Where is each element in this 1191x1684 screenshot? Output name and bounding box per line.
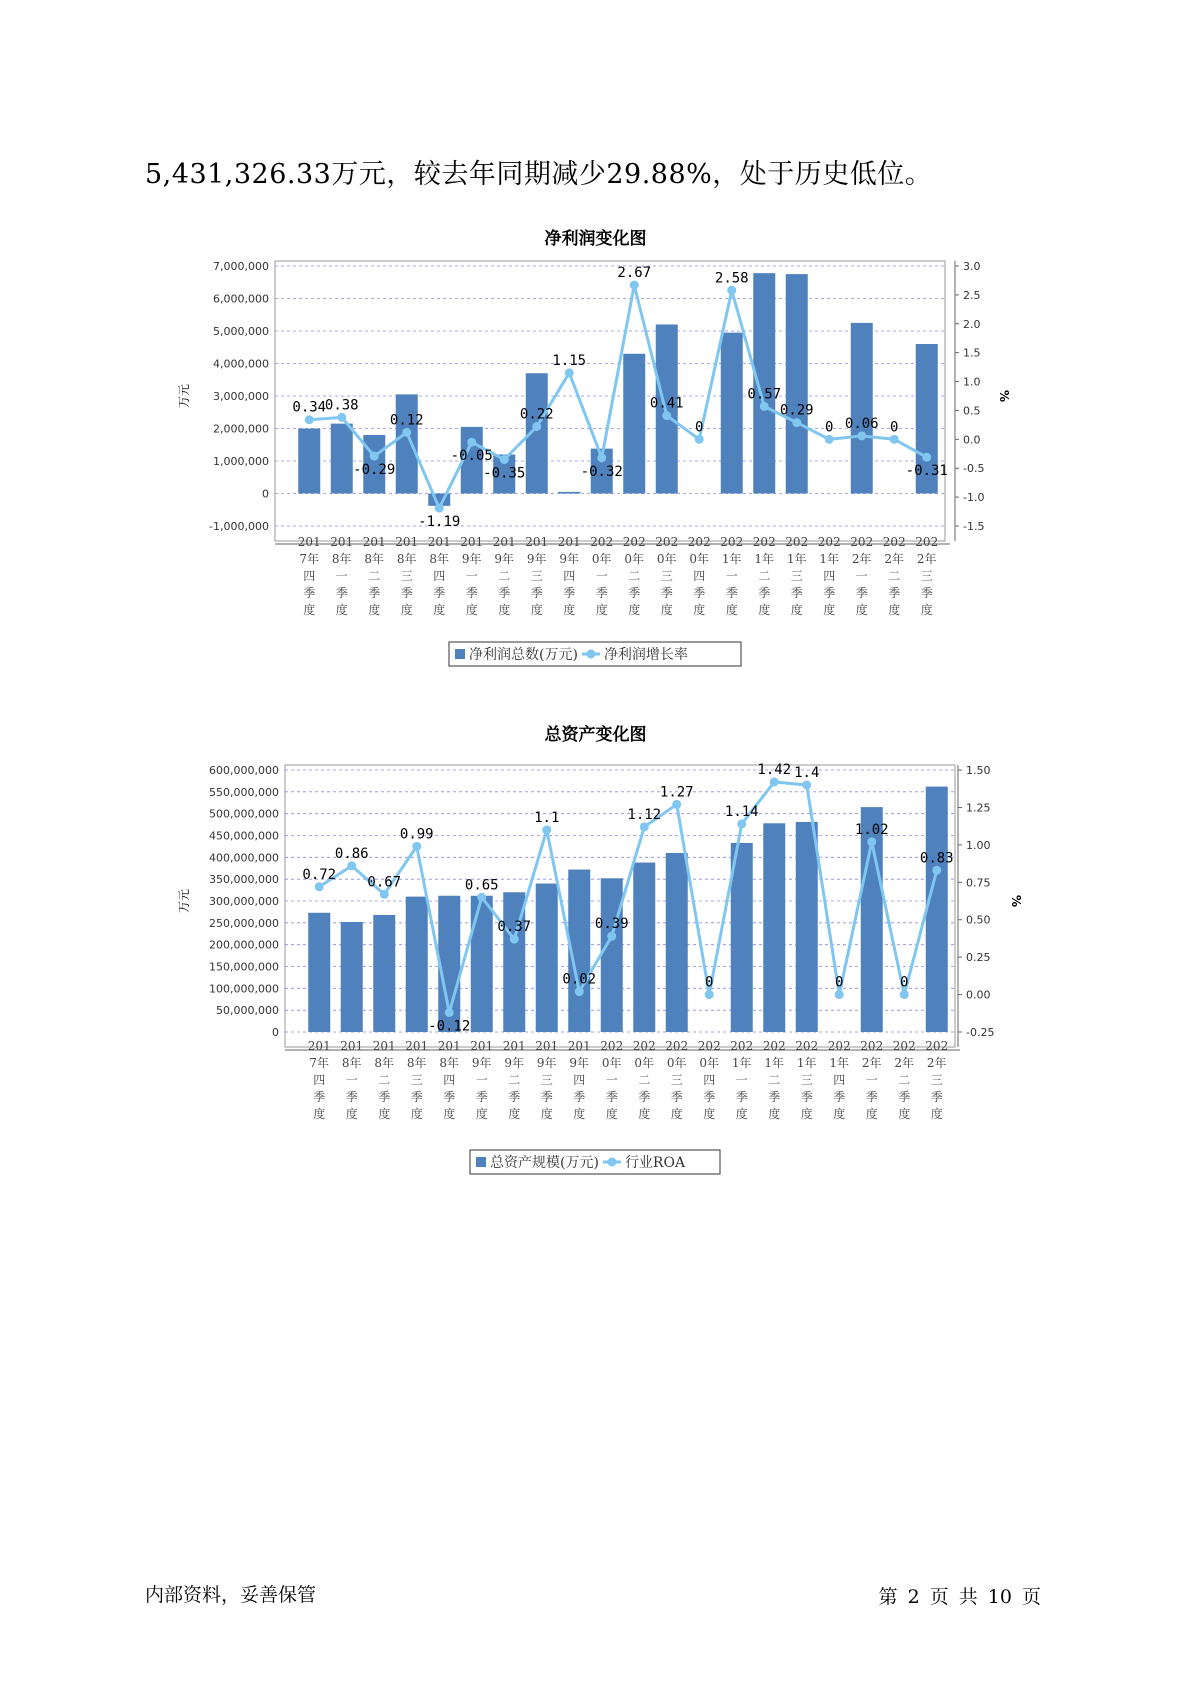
x-tick-label: 201 9年一季度 [470, 1039, 494, 1121]
legend-label-line: 行业ROA [624, 1155, 686, 1171]
y-tick-label: 550,000,000 [209, 785, 279, 799]
series-point [607, 932, 616, 941]
data-label: 0.99 [399, 826, 434, 843]
bar [786, 274, 808, 493]
y2-tick-label: 0.25 [966, 951, 991, 965]
x-tick-label: 201 8年一季度 [330, 535, 354, 617]
x-tick-label: 201 9年四季度 [567, 1039, 591, 1121]
bar [341, 922, 363, 1032]
y2-axis-title: % [997, 389, 1011, 403]
data-label: 1.4 [794, 764, 820, 781]
series-point [305, 415, 314, 424]
series-point [932, 866, 941, 875]
y2-tick-label: -1.5 [963, 520, 985, 533]
y-axis-title: 万元 [177, 888, 191, 914]
chart-title-net-profit: 净利润变化图 [544, 229, 647, 249]
bar [406, 897, 428, 1032]
y2-axis-title: % [1009, 894, 1023, 908]
data-label: 2.67 [617, 265, 652, 282]
series-point [922, 453, 931, 462]
y2-tick-label: 0.00 [966, 988, 991, 1002]
series-point [402, 428, 411, 437]
y-tick-label: 250,000,000 [209, 916, 279, 930]
chart-title-total-assets: 总资产变化图 [544, 725, 647, 745]
data-label: 0.83 [919, 850, 954, 867]
series-point [792, 418, 801, 427]
y-tick-label: 450,000,000 [209, 829, 279, 843]
series-point [737, 819, 746, 828]
series-point [630, 281, 639, 290]
series-point [867, 837, 876, 846]
legend-swatch-point [607, 1158, 616, 1167]
data-label: 0.02 [562, 971, 597, 988]
y-tick-label: 300,000,000 [209, 895, 279, 908]
series-point [500, 455, 509, 464]
data-label: 0.65 [464, 877, 499, 894]
bar [623, 354, 645, 494]
series-point [435, 504, 444, 513]
x-tick-label: 202 1年四季度 [817, 535, 841, 617]
data-label: 0.86 [334, 845, 369, 862]
x-tick-label: 201 7年四季度 [297, 535, 321, 617]
y2-tick-label: 0.50 [966, 913, 991, 927]
y2-tick-label: 1.00 [966, 838, 991, 852]
data-label: 0.72 [302, 866, 337, 883]
y-tick-label: 3,000,000 [213, 390, 269, 403]
data-label: 0.12 [389, 412, 424, 429]
series-point [662, 411, 671, 420]
x-tick-label: 202 2年二季度 [892, 1039, 916, 1121]
data-label: 0.41 [649, 395, 684, 412]
data-label: -0.31 [905, 463, 948, 480]
data-label: 0 [825, 419, 834, 436]
data-label: -1.19 [418, 514, 461, 531]
data-label: 0.22 [519, 406, 554, 423]
bar [851, 323, 873, 494]
data-label: 0.34 [292, 399, 327, 416]
series-point [705, 990, 714, 999]
intro-paragraph: 5,431,326.33万元，较去年同期减少29.88%，处于历史低位。 [145, 159, 933, 190]
y2-tick-label: 2.0 [963, 317, 981, 331]
footer-page-number: 第 2 页 共 10 页 [878, 1586, 1041, 1608]
x-tick-label: 202 2年二季度 [882, 535, 906, 617]
data-label: -0.35 [483, 465, 526, 482]
x-tick-label: 201 9年四季度 [557, 535, 581, 617]
series-point [825, 435, 834, 444]
series-point [347, 861, 356, 870]
series-point [760, 402, 769, 411]
x-tick-label: 202 2年三季度 [915, 535, 939, 617]
y2-tick-label: 3.0 [963, 260, 981, 273]
y2-tick-label: 1.50 [966, 764, 991, 777]
y2-tick-label: -0.5 [963, 462, 985, 476]
series-point [380, 890, 389, 899]
x-tick-label: 202 2年一季度 [850, 535, 874, 617]
x-tick-label: 202 0年二季度 [632, 1039, 656, 1121]
x-tick-label: 201 7年四季度 [307, 1039, 331, 1121]
y2-tick-label: 1.25 [966, 801, 991, 815]
y-tick-label: 1,000,000 [213, 455, 269, 468]
x-tick-label: 202 1年三季度 [795, 1039, 819, 1121]
data-label: 0 [900, 974, 909, 991]
data-label: 0 [695, 419, 704, 436]
total-assets-chart [0, 756, 1191, 1216]
y2-tick-label: 0.5 [963, 404, 981, 418]
data-label: 1.12 [627, 806, 662, 823]
bar [308, 913, 330, 1032]
y-tick-label: 0 [272, 1026, 279, 1039]
y-tick-label: 150,000,000 [209, 960, 279, 974]
series-point [695, 435, 704, 444]
bar [298, 429, 320, 494]
series-point [802, 780, 811, 789]
series-point [672, 800, 681, 809]
data-label: -0.05 [450, 448, 493, 465]
bar [601, 878, 623, 1032]
data-label: 0.38 [324, 397, 359, 414]
data-label: 0 [705, 974, 714, 991]
y2-tick-label: 2.5 [963, 288, 981, 302]
series-point [900, 990, 909, 999]
x-tick-label: 202 0年三季度 [655, 535, 679, 617]
y-tick-label: 200,000,000 [209, 938, 279, 952]
plot-frame [275, 261, 945, 541]
y2-tick-label: 0.75 [966, 876, 991, 890]
series-point [565, 368, 574, 377]
data-label: 0 [835, 974, 844, 991]
legend-swatch-bar [476, 1157, 486, 1167]
x-tick-label: 201 8年四季度 [437, 1039, 461, 1121]
data-label: 0 [890, 419, 899, 436]
y-tick-label: 50,000,000 [216, 1004, 279, 1018]
bar [331, 424, 353, 494]
bar [558, 492, 580, 494]
data-label: 1.42 [757, 761, 792, 778]
x-tick-label: 201 9年二季度 [502, 1039, 526, 1121]
legend-swatch-bar [455, 649, 465, 659]
series-point [445, 1008, 454, 1017]
x-tick-label: 202 0年四季度 [697, 1039, 721, 1121]
legend-label-line: 净利润增长率 [603, 647, 688, 663]
bar [721, 333, 743, 494]
x-tick-label: 201 9年三季度 [535, 1039, 559, 1121]
x-tick-label: 201 8年四季度 [427, 535, 451, 617]
bar [926, 787, 948, 1032]
y-tick-label: 0 [262, 487, 269, 501]
footer-confidential-note: 内部资料，妥善保管 [145, 1584, 317, 1606]
y-tick-label: 5,000,000 [213, 325, 269, 338]
x-tick-label: 201 8年三季度 [395, 535, 419, 617]
y-tick-label: 4,000,000 [213, 357, 269, 371]
x-tick-label: 202 1年二季度 [762, 1039, 786, 1121]
y2-tick-label: 0.0 [963, 433, 981, 447]
y2-tick-label: -0.25 [966, 1026, 995, 1039]
y-tick-label: 100,000,000 [209, 982, 279, 996]
series-point [412, 842, 421, 851]
series-point [890, 435, 899, 444]
data-label: 2.58 [714, 270, 749, 287]
bar [633, 863, 655, 1032]
series-point [835, 990, 844, 999]
y2-tick-label: 1.5 [963, 346, 981, 360]
series-point [542, 825, 551, 834]
bar [763, 823, 785, 1032]
x-tick-label: 201 9年二季度 [492, 535, 516, 617]
series-point [770, 777, 779, 786]
data-label: -0.29 [353, 462, 396, 479]
data-label: 1.02 [854, 821, 889, 838]
x-tick-label: 201 8年一季度 [340, 1039, 364, 1121]
y-tick-label: 2,000,000 [213, 422, 269, 436]
legend-label-bar: 总资产规模(万元) [490, 1155, 599, 1171]
data-label: 0.29 [779, 402, 814, 419]
y-tick-label: -1,000,000 [209, 520, 269, 533]
data-label: 1.1 [534, 809, 560, 826]
x-tick-label: 201 9年三季度 [525, 535, 549, 617]
y-tick-label: 500,000,000 [209, 807, 279, 821]
bar [396, 394, 418, 493]
net-profit-chart [0, 256, 1191, 716]
legend-swatch-point [586, 650, 595, 659]
x-tick-label: 202 0年二季度 [622, 535, 646, 617]
series-point [597, 453, 606, 462]
y-tick-label: 600,000,000 [209, 764, 279, 777]
bar [373, 915, 395, 1032]
series-point [337, 413, 346, 422]
series-point [857, 431, 866, 440]
series-point [727, 286, 736, 295]
x-tick-label: 202 0年一季度 [590, 535, 614, 617]
series-point [477, 893, 486, 902]
x-tick-label: 201 8年三季度 [405, 1039, 429, 1121]
data-label: 0.67 [367, 874, 402, 891]
x-tick-label: 202 0年四季度 [687, 535, 711, 617]
series-point [467, 438, 476, 447]
x-tick-label: 202 1年一季度 [720, 535, 744, 617]
data-label: -0.12 [428, 1018, 471, 1035]
series-point [370, 452, 379, 461]
data-label: 0.39 [594, 916, 629, 933]
x-tick-label: 202 1年四季度 [827, 1039, 851, 1121]
x-tick-label: 202 1年二季度 [752, 535, 776, 617]
y-tick-label: 7,000,000 [213, 260, 269, 273]
data-label: 0.57 [747, 386, 782, 403]
x-tick-label: 201 8年二季度 [362, 535, 386, 617]
bar [471, 896, 493, 1032]
data-label: 0.37 [497, 919, 532, 936]
x-tick-label: 201 8年二季度 [372, 1039, 396, 1121]
series-point [532, 422, 541, 431]
x-tick-label: 201 9年一季度 [460, 535, 484, 617]
bar [536, 884, 558, 1032]
data-label: 1.27 [659, 784, 694, 801]
y-tick-label: 6,000,000 [213, 292, 269, 306]
legend-label-bar: 净利润总数(万元) [469, 647, 578, 663]
y2-tick-label: -1.0 [963, 491, 985, 505]
y2-tick-label: 1.0 [963, 375, 981, 389]
data-label: 0.06 [844, 415, 879, 432]
series-point [315, 882, 324, 891]
bar [666, 853, 688, 1032]
data-label: 1.15 [552, 352, 587, 369]
x-tick-label: 202 0年三季度 [665, 1039, 689, 1121]
x-tick-label: 202 0年一季度 [600, 1039, 624, 1121]
bar [796, 822, 818, 1032]
x-tick-label: 202 1年三季度 [785, 535, 809, 617]
series-point [575, 987, 584, 996]
series-point [510, 935, 519, 944]
y-tick-label: 350,000,000 [209, 873, 279, 887]
x-tick-label: 202 2年一季度 [860, 1039, 884, 1121]
data-label: -0.32 [580, 463, 623, 480]
x-tick-label: 202 2年三季度 [925, 1039, 949, 1121]
data-label: 1.14 [724, 803, 759, 820]
y-tick-label: 400,000,000 [209, 851, 279, 865]
x-tick-label: 202 1年一季度 [730, 1039, 754, 1121]
series-point [640, 822, 649, 831]
y-axis-title: 万元 [177, 383, 191, 409]
